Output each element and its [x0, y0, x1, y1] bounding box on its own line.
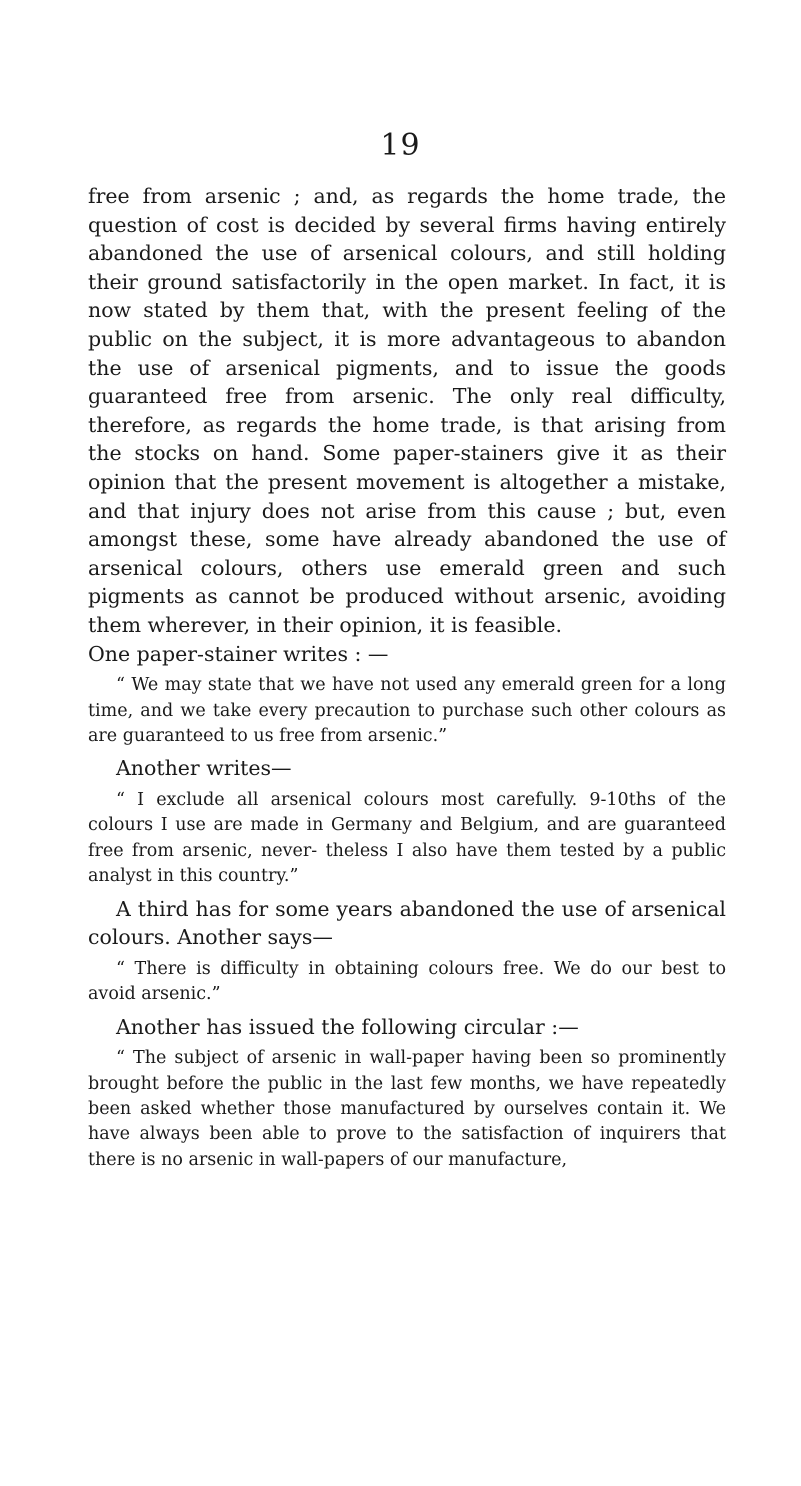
page-body: [88, 182, 726, 1173]
quote-circular: “ The subject of arsenic in wall-paper having been so prominently brought before the public in the last few months, we have repeatedly been asked whether those manufactured by ourselves contain it. We have always been able to prove to the satisfaction of inquirers that there is no arsenic in wall-papers of our manufacture,: [88, 1048, 726, 1170]
paragraph-intro-circular: Another has issued the following circular :—: [116, 1014, 579, 1039]
quote-first-stainer: “ We may state that we have not used any emerald green for a long time, and we take every precaution to purchase such other colours as are guaranteed to us free from arsenic.”: [88, 675, 726, 746]
page-number: 19: [380, 128, 421, 163]
paragraph-intro-first-quote: One paper-stainer writes : —: [88, 641, 389, 666]
paragraph-third-stainer: A third has for some years abandoned the use of arsenical colours. Another says—: [88, 896, 726, 950]
paragraph-continuation: free from arsenic ; and, as regards the home trade, the question of cost is decided by several firms having entirely abandoned the use of arsenical colours, and still holding their ground satisfactorily in the open market. In fact, it is now stated by them that, with the present feeling of the public on the subject, it is more advantageous to abandon the use of arsenical pigments, and to issue the goods guaranteed free from arsenic. The only real difficulty, therefore, as regards the home trade, is that arising from the stocks on hand. Some paper-stainers give it as their opinion that the present movement is altogether a mistake, and that injury does not arise from this cause ; but, even amongst these, some have already abandoned the use of arsenical colours, others use emerald green and such pigments as cannot be produced without arsenic, avoiding them wherever, in their opinion, it is feasible.: [88, 184, 726, 637]
paragraph-intro-second-quote: Another writes—: [116, 756, 292, 781]
quote-fourth-stainer: “ There is difficulty in obtaining colours free. We do our best to avoid arsenic.”: [88, 958, 726, 1005]
quote-second-stainer: “ I exclude all arsenical colours most carefully. 9-10ths of the colours I use are made in Germany and Belgium, and are guaranteed free from arsenic, never- theless I also have them tested by a public analyst in this country.”: [88, 789, 726, 887]
